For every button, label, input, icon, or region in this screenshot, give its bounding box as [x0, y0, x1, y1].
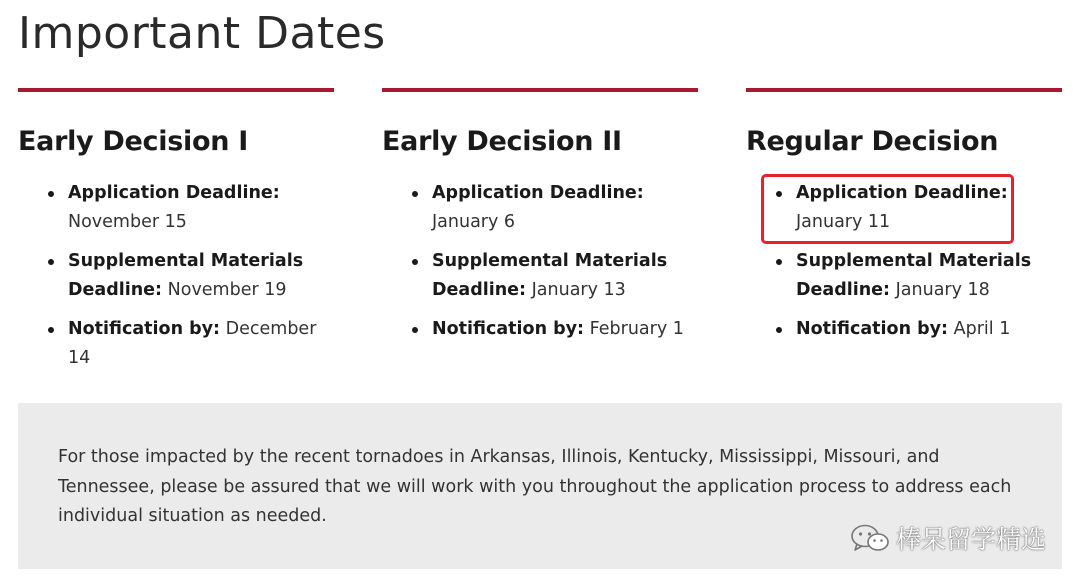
list-item [382, 315, 698, 344]
item-value: January 11 [796, 212, 891, 232]
list-item [18, 179, 334, 237]
column-title: Regular Decision [746, 126, 999, 157]
item-label: Application Deadline: [68, 183, 280, 203]
bullet-icon [776, 327, 782, 333]
watermark-text: 棒呆留学精选 [895, 525, 1046, 554]
item-label: Supplemental Materials Deadline: [68, 251, 304, 300]
section-divider [382, 88, 698, 92]
date-list [18, 179, 334, 373]
item-value: November 19 [167, 280, 287, 300]
column-title: Early Decision I [18, 126, 248, 157]
watermark [850, 520, 1046, 556]
bullet-icon [48, 327, 54, 333]
column-title: Early Decision II [382, 126, 622, 157]
item-value: December 14 [68, 319, 317, 368]
bullet-icon [412, 191, 418, 197]
item-value: January 18 [895, 280, 990, 300]
bullet-icon [48, 259, 54, 265]
list-item [382, 179, 698, 237]
item-value: April 1 [953, 319, 1011, 339]
item-value: January 6 [432, 212, 516, 232]
list-item [18, 247, 334, 305]
section-divider [746, 88, 1062, 92]
list-item [746, 247, 1062, 305]
bullet-icon [412, 327, 418, 333]
item-label: Application Deadline: [432, 183, 644, 203]
column-early-decision-1 [18, 88, 334, 383]
list-item [382, 247, 698, 305]
column-early-decision-2 [382, 88, 698, 383]
item-value: February 1 [589, 319, 684, 339]
bullet-icon [412, 259, 418, 265]
highlight-annotation-box [761, 174, 1014, 244]
item-label: Notification by: [796, 319, 949, 339]
item-label: Supplemental Materials Deadline: [432, 251, 668, 300]
page-title: Important Dates [18, 8, 386, 59]
item-label: Notification by: [432, 319, 585, 339]
bullet-icon [776, 259, 782, 265]
list-item [746, 315, 1062, 344]
list-item [18, 315, 334, 373]
item-label: Notification by: [68, 319, 221, 339]
item-label: Application Deadline: [796, 183, 1008, 203]
notice-text: For those impacted by the recent tornadoes in Arkansas, Illinois, Kentucky, Mississippi, Missouri, and Tennessee, please be assured that we will work with you throughout the application process to address each individual situation as needed. [58, 447, 1012, 526]
item-value: January 13 [531, 280, 626, 300]
date-list [382, 179, 698, 344]
bullet-icon [48, 191, 54, 197]
item-label: Supplemental Materials Deadline: [796, 251, 1032, 300]
wechat-icon [850, 523, 890, 553]
item-value: November 15 [68, 212, 187, 232]
section-divider [18, 88, 334, 92]
